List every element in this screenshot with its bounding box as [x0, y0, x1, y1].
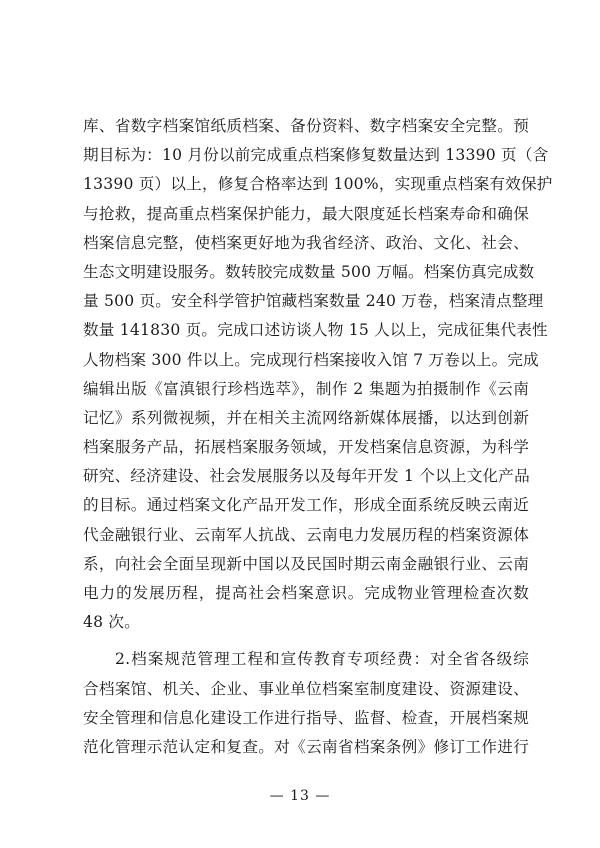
text-line: 研究、经济建设、社会发展服务以及每年开发 1 个以上文化产品 [83, 467, 530, 486]
text-line: 记忆》系列微视频，并在相关主流网络新媒体展播，以达到创新 [83, 408, 529, 427]
text-line: 档案服务产品，拓展档案服务领域，开发档案信息资源，为科学 [83, 438, 529, 457]
text-line: 电力的发展历程，提高社会档案意识。完成物业管理检查次数 [83, 584, 529, 602]
paragraph-gap [83, 637, 529, 645]
text-line: 档案信息完整，使档案更好地为我省经济、政治、文化、社会、 [83, 233, 529, 252]
paragraph-1 [83, 112, 553, 637]
page-number: — 13 — [269, 788, 331, 804]
text-line: 量 500 页。安全科学管护馆藏档案数量 240 万卷，档案清点整理 [83, 292, 544, 311]
text-line: 库、省数字档案馆纸质档案、备份资料、数字档案安全完整。预 [83, 117, 529, 135]
text-line: 期目标为：10 月份以前完成重点档案修复数量达到 13390 页（含 [83, 146, 549, 165]
text-line: 13390 页）以上，修复合格率达到 100%，实现重点档案有效保护 [83, 175, 553, 194]
text-line: 代金融银行业、云南军人抗战、云南电力发展历程的档案资源体 [83, 525, 529, 544]
text-line: 的目标。通过档案文化产品开发工作，形成全面系统反映云南近 [83, 496, 529, 515]
text-line: 安全管理和信息化建设工作进行指导、监督、检查，开展档案规 [83, 708, 529, 727]
text-line: 编辑出版《富滇银行珍档选萃》，制作 2 集题为拍摄制作《云南 [83, 379, 529, 398]
text-line: 合档案馆、机关、企业、事业单位档案室制度建设、资源建设、 [83, 679, 529, 698]
text-line: 范化管理示范认定和复查。对《云南省档案条例》修订工作进行 [83, 737, 529, 756]
text-line: 生态文明建设服务。数转胶完成数量 500 万幅。档案仿真完成数 [83, 262, 535, 281]
paragraph-2 [83, 645, 529, 762]
text-line: 数量 141830 页。完成口述访谈人物 15 人以上，完成征集代表性 [83, 321, 548, 340]
text-line: 系，向社会全面呈现新中国以及民国时期云南金融银行业、云南 [83, 554, 529, 573]
text-line: 2.档案规范管理工程和宣传教育专项经费：对全省各级综 [115, 650, 529, 669]
text-line: 48 次。 [83, 613, 140, 632]
body-text [83, 112, 553, 762]
text-line: 人物档案 300 件以上。完成现行档案接收入馆 7 万卷以上。完成 [83, 350, 539, 369]
text-line: 与抢救，提高重点档案保护能力，最大限度延长档案寿命和确保 [83, 204, 529, 223]
